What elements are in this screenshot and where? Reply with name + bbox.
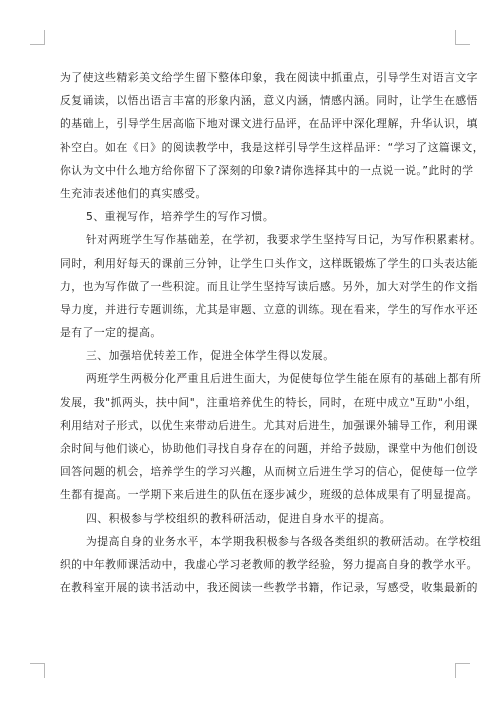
document-body: [60, 66, 485, 599]
text-line: 生充沛表述他们的真实感受。: [60, 186, 207, 200]
text-line: 补空白。如在《日》的阅读教学中，我是这样引导学生这样品评：“学习了这篇课文，: [60, 140, 485, 154]
text-line: 利用结对子形式，以优生来带动后进生。尤其对后进生，加强课外辅导工作，利用课: [60, 418, 478, 432]
text-line: 为了使这些精彩美文给学生留下整体印象，我在阅读中抓重点，引导学生对语言文字: [60, 71, 478, 84]
text-line: 你认为文中什么地方给你留下了深刻的印象?请你选择其中的一点说一说。”此时的学: [60, 163, 474, 177]
text-line: 为提高自身的业务水平，本学期我积极参与各级各类组织的教研活动。在学校组: [86, 534, 482, 548]
paragraph: [60, 66, 485, 205]
text-line: 同时，利用好每天的课前三分钟，让学生口头作文，这样既锻炼了学生的口头表达能: [60, 256, 478, 270]
crop-mark-bottom-right: [455, 663, 470, 678]
text-line: 5、重视写作，培养学生的写作习惯。: [86, 210, 275, 224]
paragraph: [60, 228, 482, 251]
text-line: 余时间与他们谈心，协助他们寻找自身存在的问题，并给予鼓励，课堂中为他们创设: [60, 442, 478, 455]
text-line: 的基础上，引导学生居高临下地对课文进行品评，在品评中深化理解，升华认识，填: [60, 117, 478, 131]
crop-mark-top-right: [455, 30, 470, 45]
text-line: 是有了一定的提高。: [60, 326, 162, 340]
text-line: 织的中年教师课活动中，我虚心学习老教师的教学经验，努力提高自身的教学水平。: [60, 557, 478, 571]
text-line: 针对两班学生写作基础差，在学初，我要求学生坚持写日记，为写作积累素材。: [86, 233, 482, 247]
text-line: 在教科室开展的读书活动中，我还阅读一些教学书籍，作记录，写感受，收集最新的: [60, 581, 478, 595]
paragraph: [60, 553, 478, 599]
text-line: 导力度，并进行专题训练，尤其是审题、立意的训练。现在看来，学生的写作水平还: [60, 302, 478, 316]
text-line: 发展，我"抓两头，扶中间"，注重培养优生的特长，同时，在班中成立"互助"小组，: [60, 395, 478, 409]
crop-mark-bottom-left: [30, 663, 45, 678]
paragraph: [60, 530, 482, 553]
text-line: 回答问题的机会，培养学生的学习兴趣，从而树立后进生学习的信心，促使每一位学: [60, 465, 478, 479]
text-line: 反复诵读，以悟出语言丰富的形象内涵，意义内涵，情感内涵。同时，让学生在感悟: [60, 94, 478, 108]
paragraph: [60, 507, 442, 530]
crop-mark-top-left: [30, 30, 45, 45]
text-line: 力，也为写作做了一些积淀。而且让学生坚持写读后感。另外，加大对学生的作文指: [60, 279, 478, 293]
paragraph: [60, 391, 478, 507]
paragraph: [60, 252, 478, 345]
paragraph: [60, 367, 482, 390]
text-line: 两班学生两极分化严重且后进生面大，为促使每位学生能在原有的基础上都有所: [86, 372, 482, 386]
text-line: 四、积极参与学校组织的教科研活动，促进自身水平的提高。: [86, 511, 392, 525]
text-line: 三、加强培优转差工作，促进全体学生得以发展。: [86, 349, 335, 363]
text-line: 生都有提高。一学期下来后进生的队伍在逐步减少，班级的总体成果有了明显提高。: [60, 488, 478, 502]
paragraph: [60, 344, 442, 367]
paragraph: [60, 205, 442, 228]
